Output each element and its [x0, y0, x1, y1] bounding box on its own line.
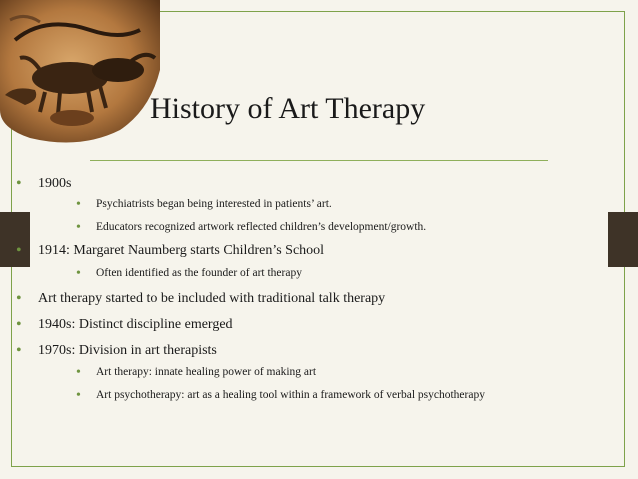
bullet-text: Psychiatrists began being interested in patients’ art.	[96, 198, 332, 210]
bullet-dot-icon: •	[16, 316, 22, 333]
bullet-text: 1970s: Division in art therapists	[38, 343, 217, 358]
bullet-dot-icon: •	[76, 197, 81, 212]
bullet-dot-icon: •	[76, 365, 81, 380]
bullet-dot-icon: •	[76, 388, 81, 403]
bullet-item	[16, 290, 386, 307]
bullet-item	[16, 342, 217, 359]
bullet-item	[76, 388, 485, 403]
bullet-text: 1914: Margaret Naumberg starts Children’s School	[38, 243, 325, 258]
bullet-item	[76, 365, 317, 380]
bullet-text: Art psychotherapy: art as a healing tool within a framework of verbal psychotherapy	[96, 389, 485, 401]
bullet-dot-icon: •	[16, 242, 22, 259]
bullet-item	[76, 266, 302, 281]
bullet-item	[76, 220, 427, 235]
bullet-text: 1940s: Distinct discipline emerged	[38, 317, 233, 332]
slide-title: History of Art Therapy	[150, 92, 426, 125]
bullet-item	[16, 175, 72, 192]
bullet-text: Art therapy: innate healing power of making art	[96, 366, 317, 378]
bullet-dot-icon: •	[76, 266, 81, 281]
bullet-dot-icon: •	[16, 342, 22, 359]
bullet-text: Often identified as the founder of art therapy	[96, 267, 302, 279]
bullet-text: 1900s	[38, 176, 72, 191]
bullet-text: Art therapy started to be included with traditional talk therapy	[38, 291, 386, 306]
bullet-item	[16, 242, 325, 259]
bullet-dot-icon: •	[16, 175, 22, 192]
bullet-text: Educators recognized artwork reflected children’s development/growth.	[96, 221, 427, 233]
bullet-dot-icon: •	[16, 290, 22, 307]
bullet-dot-icon: •	[76, 220, 81, 235]
bullet-item	[76, 197, 332, 212]
bullet-item	[16, 316, 233, 333]
